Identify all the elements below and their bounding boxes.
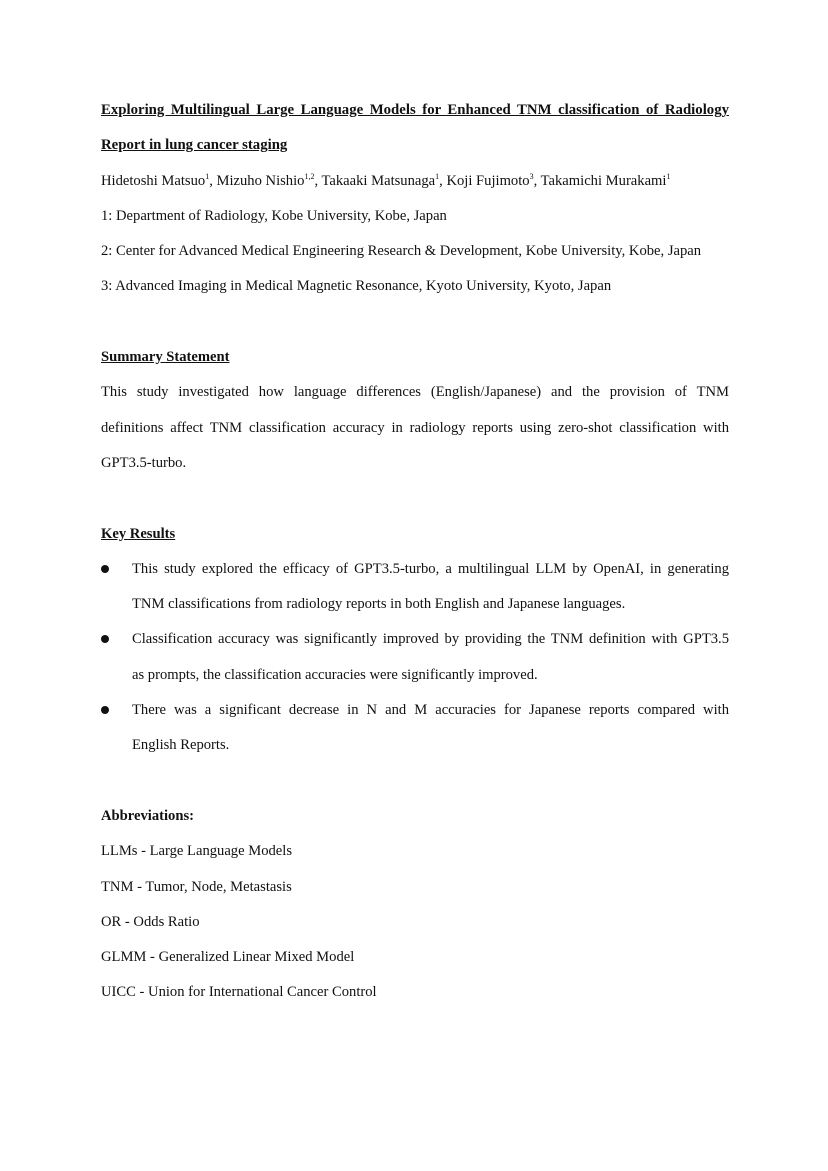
- key-result-item: [101, 696, 729, 767]
- paper-title-line-2: Report in lung cancer staging: [101, 137, 288, 154]
- author-list: [101, 167, 729, 202]
- summary-line: definitions affect TNM classification accuracy in radiology reports using zero-shot classification with: [101, 419, 729, 436]
- paper-title-line-1: Exploring Multilingual Large Language Models for Enhanced TNM classification of Radiology: [101, 102, 729, 118]
- key-result-line: English Reports.: [132, 737, 230, 754]
- key-result-line: There was a significant decrease in N and M accuracies for Japanese reports compared with: [132, 702, 729, 719]
- key-result-line: This study explored the efficacy of GPT3.5-turbo, a multilingual LLM by OpenAI, in generating: [132, 560, 729, 577]
- bullet-icon: [101, 706, 109, 714]
- affiliation: 1: Department of Radiology, Kobe University, Kobe, Japan: [101, 207, 447, 224]
- abbreviation-item: GLMM - Generalized Linear Mixed Model: [101, 949, 355, 966]
- spacer: [101, 308, 729, 343]
- spacer: [101, 767, 729, 802]
- spacer: [101, 484, 729, 519]
- abbreviation-item: OR - Odds Ratio: [101, 913, 200, 930]
- abbreviations-heading: Abbreviations:: [101, 807, 194, 824]
- summary-line: GPT3.5-turbo.: [101, 454, 187, 471]
- bullet-icon: [101, 565, 109, 573]
- author: Mizuho Nishio$^{1,2}$,: [216, 171, 322, 189]
- key-result-item: [101, 555, 729, 626]
- key-result-line: Classification accuracy was significantly improved by providing the TNM definition with GPT3.5: [132, 631, 729, 648]
- key-result-line: TNM classifications from radiology reports in both English and Japanese languages.: [132, 596, 626, 613]
- paper-page: [101, 96, 729, 1014]
- author: Takaaki Matsunaga$^1$,: [321, 171, 447, 189]
- abbreviation-item: TNM - Tumor, Node, Metastasis: [101, 878, 292, 895]
- abbreviation-item: LLMs - Large Language Models: [101, 843, 293, 860]
- bullet-icon: [101, 635, 109, 643]
- key-results-heading: Key Results: [101, 525, 176, 542]
- author: Koji Fujimoto$^3$,: [446, 171, 541, 189]
- author: Takamichi Murakami$^1$: [540, 171, 671, 189]
- abbreviation-item: UICC - Union for International Cancer Control: [101, 984, 377, 1001]
- affiliation: 2: Center for Advanced Medical Engineering Research & Development, Kobe University, Kobe, Japan: [101, 243, 702, 260]
- key-result-line: as prompts, the classification accuracies were significantly improved.: [132, 666, 538, 683]
- summary-heading: Summary Statement: [101, 349, 230, 366]
- key-result-item: [101, 625, 729, 696]
- affiliation: 3: Advanced Imaging in Medical Magnetic Resonance, Kyoto University, Kyoto, Japan: [101, 278, 612, 295]
- summary-line: This study investigated how language differences (English/Japanese) and the provision of TNM: [101, 384, 729, 401]
- author: Hidetoshi Matsuo$^1$,: [101, 171, 217, 189]
